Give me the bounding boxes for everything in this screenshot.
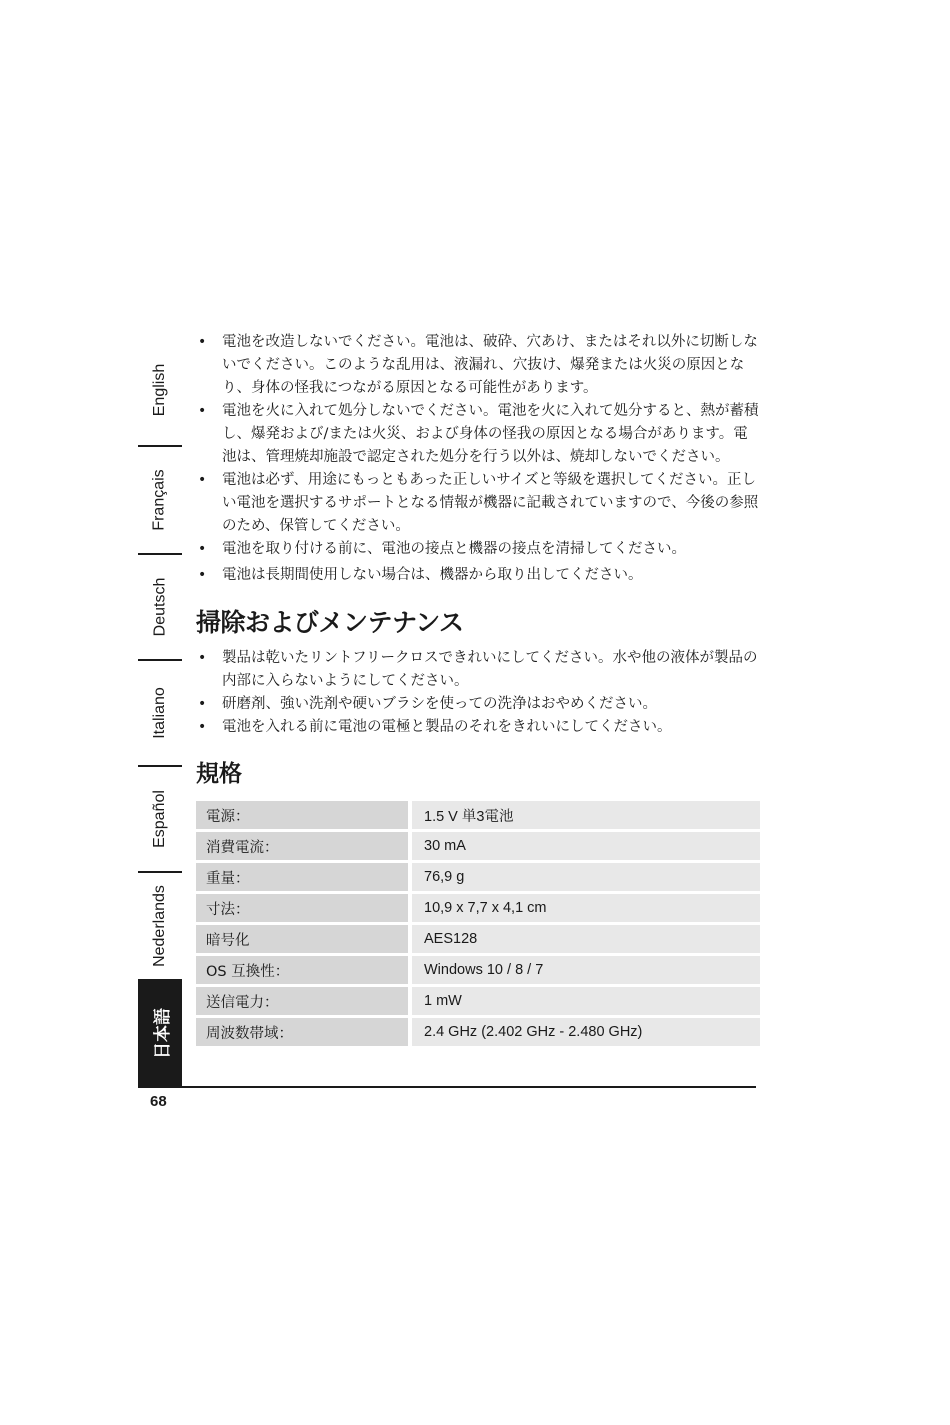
specs-table — [196, 801, 760, 1046]
language-tabs — [138, 335, 182, 1087]
spec-value: 1.5 V 単3電池 — [412, 801, 760, 829]
cleaning-list — [196, 647, 760, 739]
spec-label: 周波数帯域： — [196, 1018, 408, 1046]
spec-value: 10,9 x 7,7 x 4,1 cm — [412, 894, 760, 922]
spec-value: 30 mA — [412, 832, 760, 860]
spec-value: 76,9 g — [412, 863, 760, 891]
spec-value: 1 mW — [412, 987, 760, 1015]
table-row — [196, 832, 760, 860]
spec-label: 消費電流： — [196, 832, 408, 860]
language-tab-italiano[interactable]: Italiano — [151, 687, 168, 739]
spec-label: 電源： — [196, 801, 408, 829]
spec-value: AES128 — [412, 925, 760, 953]
table-row — [196, 1018, 760, 1046]
table-row — [196, 956, 760, 984]
list-item: • 電池を改造しないでください。電池は、破砕、穴あけ、またはそれ以外に切断しないでください。このような乱用は、液漏れ、穴抜け、爆発または火災の原因となり、身体の怪我につながる原因となる可能性があります。 — [196, 331, 760, 400]
table-row — [196, 925, 760, 953]
footer-divider — [138, 1086, 756, 1088]
list-item: • 電池を火に入れて処分しないでください。電池を火に入れて処分すると、熱が蓄積し、爆発および/または火災、および身体の怪我の原因となる場合があります。電池は、管理焼却施設で認定された処分を行う以外は、焼却しないでください。 — [196, 400, 760, 469]
page-number: 68 — [150, 1093, 167, 1110]
cleaning-heading: 掃除およびメンテナンス — [196, 608, 464, 637]
specs-heading: 規格 — [196, 761, 242, 787]
spec-label: 寸法： — [196, 894, 408, 922]
spec-label: 重量： — [196, 863, 408, 891]
table-row — [196, 801, 760, 829]
language-tab-francais[interactable]: Français — [151, 469, 169, 531]
language-tab-deutsch[interactable]: Deutsch — [151, 577, 169, 637]
page-content — [196, 331, 760, 1049]
battery-warnings-list — [196, 331, 760, 587]
spec-label: OS 互換性： — [196, 956, 408, 984]
list-item: • 電池は長期間使用しない場合は、機器から取り出してください。 — [196, 564, 760, 587]
spec-value: 2.4 GHz (2.402 GHz - 2.480 GHz) — [412, 1018, 760, 1046]
language-tab-japanese[interactable]: 日本語 — [138, 979, 182, 1087]
spec-label: 暗号化 — [196, 925, 408, 953]
list-item: • 電池は必ず、用途にもっともあった正しいサイズと等級を選択してください。正しい電池を選択するサポートとなる情報が機器に記載されていますので、今後の参照のため、保管してください。 — [196, 469, 760, 538]
language-tab-nederlands[interactable]: Nederlands — [151, 885, 169, 967]
list-item: • 電池を入れる前に電池の電極と製品のそれをきれいにしてください。 — [196, 716, 760, 739]
spec-value: Windows 10 / 8 / 7 — [412, 956, 760, 984]
language-tab-espanol[interactable]: Español — [151, 790, 169, 848]
list-item: • 製品は乾いたリントフリークロスできれいにしてください。水や他の液体が製品の内部に入らないようにしてください。 — [196, 647, 760, 693]
language-tab-english[interactable]: English — [151, 363, 169, 417]
list-item: • 研磨剤、強い洗剤や硬いブラシを使っての洗浄はおやめください。 — [196, 693, 760, 716]
list-item: • 電池を取り付ける前に、電池の接点と機器の接点を清掃してください。 — [196, 538, 760, 561]
table-row — [196, 894, 760, 922]
spec-label: 送信電力： — [196, 987, 408, 1015]
table-row — [196, 987, 760, 1015]
table-row — [196, 863, 760, 891]
